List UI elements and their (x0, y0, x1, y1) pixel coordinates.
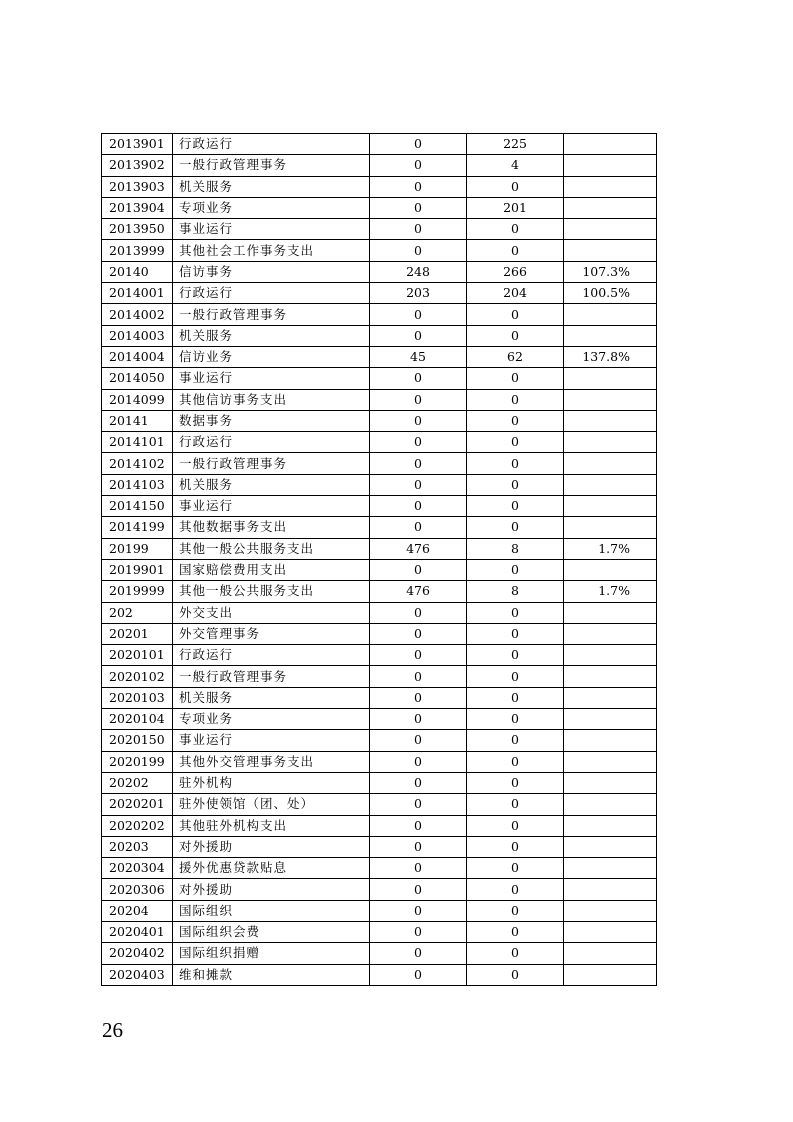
value-2-cell: 0 (467, 900, 564, 921)
percent-cell: 1.7% (564, 581, 657, 602)
value-2-cell: 0 (467, 709, 564, 730)
code-cell: 2014199 (102, 517, 173, 538)
item-name-cell: 驻外机构 (173, 772, 370, 793)
value-2-cell: 0 (467, 432, 564, 453)
table-row (102, 410, 657, 431)
item-name-cell: 国际组织捐赠 (173, 943, 370, 964)
percent-cell (564, 964, 657, 985)
value-1-cell: 0 (370, 134, 467, 155)
item-name-cell: 行政运行 (173, 645, 370, 666)
percent-cell (564, 453, 657, 474)
code-cell: 2013904 (102, 197, 173, 218)
item-name-cell: 其他一般公共服务支出 (173, 581, 370, 602)
code-cell: 2014103 (102, 474, 173, 495)
code-cell: 2013950 (102, 219, 173, 240)
percent-cell (564, 219, 657, 240)
table-row (102, 389, 657, 410)
value-2-cell: 0 (467, 474, 564, 495)
value-2-cell: 0 (467, 496, 564, 517)
value-2-cell: 0 (467, 559, 564, 580)
code-cell: 2013903 (102, 176, 173, 197)
value-2-cell: 0 (467, 645, 564, 666)
value-1-cell: 0 (370, 368, 467, 389)
code-cell: 2014003 (102, 325, 173, 346)
percent-cell (564, 559, 657, 580)
table-row (102, 453, 657, 474)
budget-table (101, 133, 657, 986)
item-name-cell: 一般行政管理事务 (173, 155, 370, 176)
item-name-cell: 信访业务 (173, 346, 370, 367)
code-cell: 20141 (102, 410, 173, 431)
value-2-cell: 0 (467, 240, 564, 261)
value-2-cell: 0 (467, 858, 564, 879)
item-name-cell: 机关服务 (173, 474, 370, 495)
percent-cell (564, 325, 657, 346)
value-2-cell: 0 (467, 730, 564, 751)
table-row (102, 858, 657, 879)
item-name-cell: 机关服务 (173, 325, 370, 346)
percent-cell (564, 794, 657, 815)
percent-cell (564, 368, 657, 389)
item-name-cell: 行政运行 (173, 134, 370, 155)
code-cell: 2014001 (102, 283, 173, 304)
code-cell: 2014050 (102, 368, 173, 389)
value-2-cell: 0 (467, 964, 564, 985)
percent-cell (564, 240, 657, 261)
value-1-cell: 0 (370, 964, 467, 985)
percent-cell (564, 134, 657, 155)
code-cell: 2020104 (102, 709, 173, 730)
table-row (102, 134, 657, 155)
value-1-cell: 0 (370, 410, 467, 431)
table-row (102, 176, 657, 197)
code-cell: 2020401 (102, 921, 173, 942)
value-2-cell: 0 (467, 389, 564, 410)
percent-cell (564, 389, 657, 410)
table-row (102, 581, 657, 602)
code-cell: 2020102 (102, 666, 173, 687)
value-2-cell: 0 (467, 219, 564, 240)
code-cell: 2013902 (102, 155, 173, 176)
table-row (102, 432, 657, 453)
table-row (102, 687, 657, 708)
code-cell: 2020199 (102, 751, 173, 772)
table-row (102, 964, 657, 985)
table-row (102, 197, 657, 218)
value-1-cell: 0 (370, 602, 467, 623)
percent-cell: 100.5% (564, 283, 657, 304)
value-1-cell: 0 (370, 496, 467, 517)
percent-cell (564, 836, 657, 857)
item-name-cell: 事业运行 (173, 368, 370, 389)
value-1-cell: 0 (370, 304, 467, 325)
value-2-cell: 0 (467, 943, 564, 964)
budget-table-body (102, 134, 657, 986)
table-row (102, 666, 657, 687)
value-1-cell: 0 (370, 389, 467, 410)
value-2-cell: 266 (467, 261, 564, 282)
table-row (102, 538, 657, 559)
percent-cell (564, 858, 657, 879)
value-2-cell: 225 (467, 134, 564, 155)
item-name-cell: 外交支出 (173, 602, 370, 623)
item-name-cell: 其他信访事务支出 (173, 389, 370, 410)
percent-cell (564, 155, 657, 176)
value-1-cell: 0 (370, 879, 467, 900)
value-1-cell: 0 (370, 197, 467, 218)
item-name-cell: 行政运行 (173, 283, 370, 304)
item-name-cell: 其他驻外机构支出 (173, 815, 370, 836)
value-1-cell: 0 (370, 709, 467, 730)
item-name-cell: 维和摊款 (173, 964, 370, 985)
item-name-cell: 对外援助 (173, 836, 370, 857)
item-name-cell: 其他社会工作事务支出 (173, 240, 370, 261)
item-name-cell: 事业运行 (173, 496, 370, 517)
item-name-cell: 信访事务 (173, 261, 370, 282)
table-row (102, 794, 657, 815)
value-2-cell: 204 (467, 283, 564, 304)
item-name-cell: 国家赔偿费用支出 (173, 559, 370, 580)
percent-cell (564, 666, 657, 687)
item-name-cell: 援外优惠贷款贴息 (173, 858, 370, 879)
percent-cell (564, 730, 657, 751)
value-1-cell: 0 (370, 666, 467, 687)
value-1-cell: 0 (370, 453, 467, 474)
value-1-cell: 0 (370, 836, 467, 857)
table-row (102, 900, 657, 921)
item-name-cell: 机关服务 (173, 176, 370, 197)
table-row (102, 709, 657, 730)
percent-cell: 107.3% (564, 261, 657, 282)
item-name-cell: 其他数据事务支出 (173, 517, 370, 538)
code-cell: 20203 (102, 836, 173, 857)
item-name-cell: 专项业务 (173, 197, 370, 218)
table-row (102, 496, 657, 517)
code-cell: 2020304 (102, 858, 173, 879)
value-2-cell: 0 (467, 921, 564, 942)
value-2-cell: 0 (467, 687, 564, 708)
table-row (102, 283, 657, 304)
code-cell: 2013901 (102, 134, 173, 155)
table-row (102, 368, 657, 389)
item-name-cell: 事业运行 (173, 219, 370, 240)
table-row (102, 304, 657, 325)
value-1-cell: 0 (370, 772, 467, 793)
value-1-cell: 0 (370, 623, 467, 644)
percent-cell (564, 687, 657, 708)
item-name-cell: 其他外交管理事务支出 (173, 751, 370, 772)
percent-cell (564, 517, 657, 538)
code-cell: 2014099 (102, 389, 173, 410)
percent-cell (564, 197, 657, 218)
item-name-cell: 一般行政管理事务 (173, 453, 370, 474)
table-row (102, 921, 657, 942)
value-2-cell: 0 (467, 304, 564, 325)
value-2-cell: 201 (467, 197, 564, 218)
item-name-cell: 专项业务 (173, 709, 370, 730)
table-row (102, 645, 657, 666)
value-1-cell: 0 (370, 219, 467, 240)
value-2-cell: 0 (467, 815, 564, 836)
code-cell: 20201 (102, 623, 173, 644)
value-1-cell: 45 (370, 346, 467, 367)
item-name-cell: 事业运行 (173, 730, 370, 751)
percent-cell: 137.8% (564, 346, 657, 367)
percent-cell (564, 496, 657, 517)
code-cell: 2020150 (102, 730, 173, 751)
value-1-cell: 476 (370, 538, 467, 559)
table-row (102, 517, 657, 538)
value-1-cell: 0 (370, 645, 467, 666)
value-1-cell: 0 (370, 751, 467, 772)
code-cell: 2014002 (102, 304, 173, 325)
item-name-cell: 行政运行 (173, 432, 370, 453)
code-cell: 202 (102, 602, 173, 623)
table-row (102, 623, 657, 644)
percent-cell (564, 176, 657, 197)
value-1-cell: 0 (370, 815, 467, 836)
code-cell: 20199 (102, 538, 173, 559)
table-row (102, 346, 657, 367)
table-row (102, 730, 657, 751)
code-cell: 2014102 (102, 453, 173, 474)
code-cell: 20202 (102, 772, 173, 793)
value-1-cell: 0 (370, 155, 467, 176)
value-2-cell: 0 (467, 772, 564, 793)
code-cell: 2020402 (102, 943, 173, 964)
value-2-cell: 0 (467, 368, 564, 389)
value-1-cell: 0 (370, 517, 467, 538)
table-row (102, 261, 657, 282)
table-row (102, 836, 657, 857)
percent-cell (564, 304, 657, 325)
item-name-cell: 国际组织会费 (173, 921, 370, 942)
percent-cell (564, 943, 657, 964)
value-2-cell: 62 (467, 346, 564, 367)
value-2-cell: 4 (467, 155, 564, 176)
value-1-cell: 0 (370, 943, 467, 964)
code-cell: 2020202 (102, 815, 173, 836)
value-2-cell: 0 (467, 325, 564, 346)
code-cell: 2020403 (102, 964, 173, 985)
code-cell: 2020103 (102, 687, 173, 708)
percent-cell (564, 623, 657, 644)
code-cell: 2013999 (102, 240, 173, 261)
value-2-cell: 0 (467, 410, 564, 431)
percent-cell (564, 772, 657, 793)
code-cell: 2014101 (102, 432, 173, 453)
value-1-cell: 0 (370, 325, 467, 346)
value-1-cell: 0 (370, 474, 467, 495)
code-cell: 2014150 (102, 496, 173, 517)
item-name-cell: 一般行政管理事务 (173, 666, 370, 687)
value-1-cell: 203 (370, 283, 467, 304)
value-1-cell: 0 (370, 730, 467, 751)
code-cell: 2020101 (102, 645, 173, 666)
value-1-cell: 0 (370, 559, 467, 580)
item-name-cell: 机关服务 (173, 687, 370, 708)
code-cell: 20204 (102, 900, 173, 921)
code-cell: 2014004 (102, 346, 173, 367)
value-1-cell: 0 (370, 176, 467, 197)
value-2-cell: 0 (467, 751, 564, 772)
table-row (102, 240, 657, 261)
percent-cell (564, 879, 657, 900)
table-row (102, 474, 657, 495)
table-row (102, 943, 657, 964)
value-2-cell: 0 (467, 602, 564, 623)
percent-cell (564, 645, 657, 666)
percent-cell (564, 815, 657, 836)
table-row (102, 155, 657, 176)
percent-cell (564, 900, 657, 921)
item-name-cell: 一般行政管理事务 (173, 304, 370, 325)
item-name-cell: 其他一般公共服务支出 (173, 538, 370, 559)
code-cell: 2019999 (102, 581, 173, 602)
table-row (102, 325, 657, 346)
table-row (102, 879, 657, 900)
value-2-cell: 0 (467, 794, 564, 815)
value-2-cell: 0 (467, 623, 564, 644)
value-1-cell: 0 (370, 240, 467, 261)
value-1-cell: 248 (370, 261, 467, 282)
value-1-cell: 0 (370, 921, 467, 942)
item-name-cell: 对外援助 (173, 879, 370, 900)
percent-cell: 1.7% (564, 538, 657, 559)
value-2-cell: 0 (467, 453, 564, 474)
value-2-cell: 0 (467, 666, 564, 687)
item-name-cell: 外交管理事务 (173, 623, 370, 644)
percent-cell (564, 602, 657, 623)
value-2-cell: 8 (467, 538, 564, 559)
item-name-cell: 数据事务 (173, 410, 370, 431)
table-row (102, 219, 657, 240)
percent-cell (564, 410, 657, 431)
table-row (102, 559, 657, 580)
code-cell: 2020201 (102, 794, 173, 815)
percent-cell (564, 432, 657, 453)
item-name-cell: 国际组织 (173, 900, 370, 921)
code-cell: 2020306 (102, 879, 173, 900)
value-1-cell: 0 (370, 432, 467, 453)
value-1-cell: 0 (370, 858, 467, 879)
value-2-cell: 0 (467, 517, 564, 538)
code-cell: 2019901 (102, 559, 173, 580)
value-1-cell: 0 (370, 687, 467, 708)
value-2-cell: 0 (467, 176, 564, 197)
value-2-cell: 0 (467, 879, 564, 900)
page-number: 26 (102, 1018, 123, 1042)
percent-cell (564, 474, 657, 495)
value-1-cell: 476 (370, 581, 467, 602)
percent-cell (564, 751, 657, 772)
item-name-cell: 驻外使领馆（团、处） (173, 794, 370, 815)
percent-cell (564, 921, 657, 942)
value-2-cell: 0 (467, 836, 564, 857)
code-cell: 20140 (102, 261, 173, 282)
value-1-cell: 0 (370, 794, 467, 815)
table-row (102, 602, 657, 623)
value-2-cell: 8 (467, 581, 564, 602)
table-row (102, 772, 657, 793)
table-row (102, 815, 657, 836)
percent-cell (564, 709, 657, 730)
table-row (102, 751, 657, 772)
value-1-cell: 0 (370, 900, 467, 921)
